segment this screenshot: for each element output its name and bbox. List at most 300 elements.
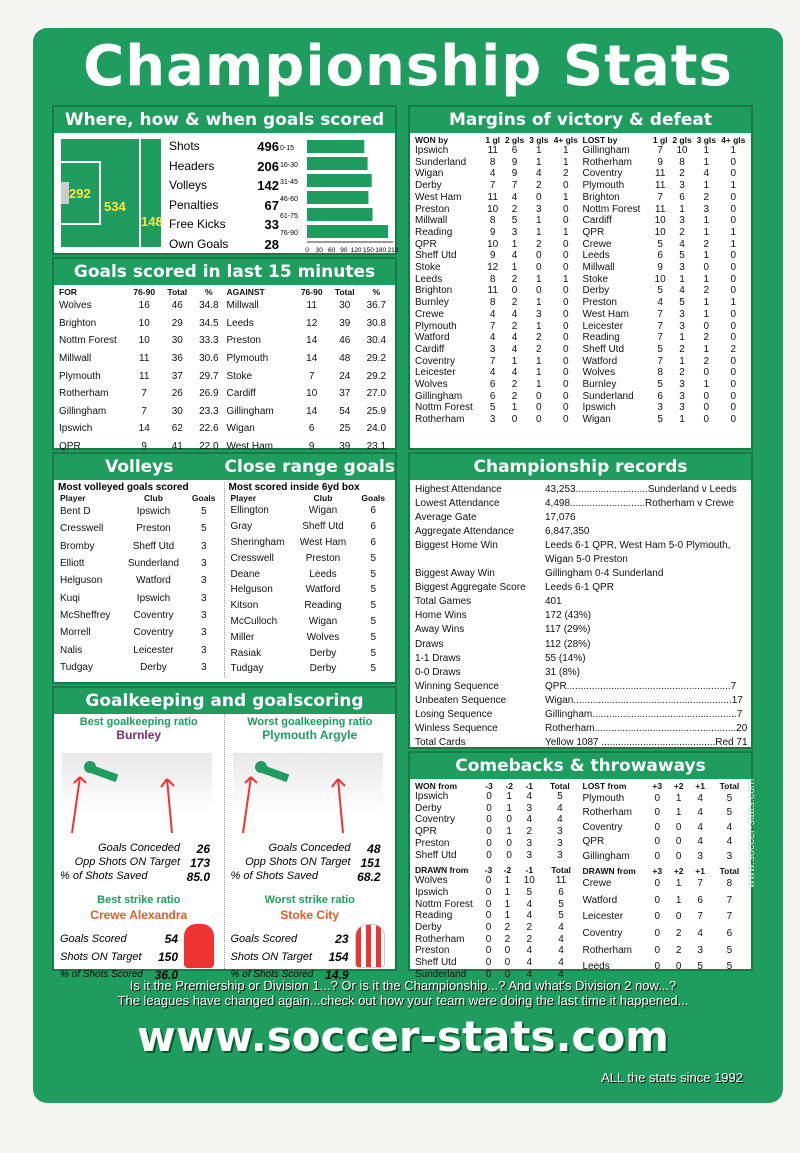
table-cell: 2 — [675, 928, 682, 940]
table-cell: 0 — [485, 910, 492, 922]
table-row — [581, 402, 749, 414]
table-cell: Derby — [309, 647, 337, 659]
table-row — [413, 803, 581, 815]
table-cell: 0 — [485, 945, 492, 957]
table-cell: 34.5 — [199, 317, 219, 329]
column-header: +3 — [652, 781, 663, 791]
table-cell: 0 — [562, 250, 569, 262]
table-cell: 1 — [511, 355, 518, 367]
table-cell: Derby — [415, 802, 442, 814]
table-cell: 1 — [504, 886, 511, 898]
column-header: Total — [167, 287, 188, 297]
table-cell: Coventry — [415, 814, 456, 826]
table-cell: QPR — [415, 826, 437, 838]
table-cell: 9 — [511, 156, 518, 168]
table-cell: 0 — [536, 402, 542, 414]
table-cell: 0 — [562, 180, 569, 192]
table-cell: Leeds — [309, 568, 337, 580]
record-label: Highest Attendance — [415, 483, 502, 495]
table-cell: 6 — [370, 521, 376, 533]
table-cell: 30 — [171, 335, 183, 347]
records-header: Championship records — [410, 454, 751, 480]
table-row — [57, 385, 225, 403]
table-cell: 1 — [679, 355, 685, 367]
table-cell: Wolves — [415, 379, 448, 391]
table-cell: 11 — [487, 145, 498, 156]
table-cell: 2 — [536, 332, 542, 344]
table-row — [581, 791, 749, 806]
table-cell: 4 — [511, 343, 518, 355]
goal-type-row — [169, 157, 279, 177]
record-value: Rotherham...................................................20 — [545, 723, 748, 735]
table-cell: 4 — [526, 957, 533, 969]
table-cell: 0 — [730, 390, 737, 402]
table-cell: 6 — [308, 423, 315, 435]
time-bar — [307, 208, 373, 221]
table-row — [581, 262, 749, 274]
table-cell: Cresswell — [60, 523, 104, 535]
table-row — [229, 503, 392, 519]
table-cell: 7 — [489, 355, 496, 367]
table-cell: 1 — [703, 226, 710, 238]
table-header-row — [581, 781, 749, 791]
table-cell: 0 — [506, 837, 512, 849]
axis-tick-label: 150 — [362, 247, 374, 254]
worst-strike-pct: 14.9 — [325, 968, 349, 982]
record-row — [413, 567, 751, 581]
table-cell: 4 — [697, 792, 703, 804]
record-row — [413, 665, 751, 679]
record-value: Yellow 1087 .........................................Red 71 — [545, 737, 748, 749]
table-cell: 5 — [679, 297, 685, 309]
best-gk-conceded-label: Goals Conceded — [98, 842, 180, 854]
table-cell: 7 — [308, 370, 315, 382]
table-row — [413, 391, 581, 403]
table-cell: 3 — [557, 849, 563, 861]
table-cell: 4 — [511, 191, 518, 203]
table-cell: Stoke — [415, 262, 441, 274]
table-cell: Wigan — [582, 414, 611, 426]
table-cell: 48 — [339, 353, 351, 365]
record-label: Home Wins — [415, 610, 467, 622]
table-row — [581, 239, 749, 251]
table-row — [413, 414, 581, 426]
table-cell: 0 — [654, 792, 660, 804]
table-cell: 4 — [511, 332, 518, 344]
table-row — [413, 887, 581, 899]
table-cell: 0 — [654, 836, 660, 848]
table-row — [57, 332, 225, 350]
table-cell: 37 — [339, 388, 351, 400]
axis-tick-label: 180 — [375, 247, 387, 254]
table-row — [413, 168, 581, 180]
table-cell: Leicester — [582, 911, 624, 923]
column-header: 3 gls — [696, 135, 717, 145]
record-value: 112 (28%) — [545, 638, 591, 650]
table-cell: 2 — [679, 226, 685, 238]
record-label: Biggest Aggregate Score — [415, 582, 526, 594]
table-cell: Brighton — [415, 285, 453, 297]
table-cell: 0 — [654, 850, 660, 862]
worst-strike-pct-label: % of Shots Scored — [230, 969, 314, 980]
table-cell: QPR — [582, 226, 605, 238]
table-cell: Helguson — [60, 575, 103, 587]
table-cell: Nottm Forest — [415, 402, 473, 414]
table-row — [229, 535, 392, 551]
table-cell: 30 — [339, 300, 351, 312]
table-cell: Coventry — [582, 928, 623, 940]
table-cell: 0 — [703, 414, 710, 426]
table-cell: Ipswich — [136, 592, 171, 604]
table-cell: 2 — [526, 933, 533, 945]
goal-type-value: 33 — [264, 217, 279, 232]
table-cell: 4 — [489, 168, 496, 180]
column-header: DRAWN from — [415, 865, 469, 876]
table-cell: 4 — [489, 367, 496, 379]
axis-tick-label: 120 — [350, 247, 362, 254]
table-cell: 9 — [489, 250, 496, 262]
table-cell: Stoke — [582, 273, 609, 285]
table-cell: 3 — [536, 308, 542, 320]
table-cell: West Ham — [415, 191, 462, 203]
table-cell: Derby — [415, 180, 442, 192]
table-cell: 4 — [526, 968, 533, 980]
table-cell: 39 — [339, 441, 351, 453]
best-gk-saved: 85.0 — [186, 870, 210, 884]
table-cell: 8 — [489, 297, 496, 309]
comeback-won-table — [413, 781, 581, 861]
table-cell: 1 — [506, 791, 512, 802]
goal-type-label: Shots — [169, 139, 200, 153]
table-cell: 5 — [657, 343, 663, 355]
record-value: 31 (8%) — [545, 666, 581, 678]
table-cell: Ipswich — [582, 402, 616, 414]
table-cell: 0 — [562, 367, 569, 379]
goal-type-row — [169, 137, 279, 157]
worst-gk-conceded-label: Goals Conceded — [268, 842, 351, 854]
table-cell: 5 — [557, 791, 563, 802]
table-cell: Leicester — [133, 644, 174, 656]
table-row — [581, 958, 749, 975]
table-cell: 0 — [486, 826, 492, 838]
margins-header: Margins of victory & defeat — [410, 107, 751, 133]
table-row — [58, 607, 221, 624]
table-cell: Leeds — [582, 250, 610, 262]
table-cell: 2 — [703, 191, 710, 203]
table-row — [413, 875, 581, 887]
table-cell: 0 — [562, 390, 569, 402]
table-cell: 4 — [558, 933, 564, 945]
table-row — [225, 350, 393, 368]
table-cell: 3 — [679, 379, 685, 391]
table-row — [413, 321, 581, 333]
time-bar — [307, 174, 372, 187]
table-cell: Wigan — [415, 168, 444, 180]
table-cell: 3 — [697, 944, 703, 956]
table-cell: 4 — [526, 910, 533, 922]
table-cell: 0 — [511, 285, 518, 297]
table-row — [229, 629, 392, 645]
table-cell: 5 — [370, 552, 376, 564]
table-cell: Tudgay — [230, 663, 264, 675]
table-row — [229, 519, 392, 535]
table-cell: West Ham — [226, 441, 273, 453]
table-cell: 0 — [485, 922, 492, 934]
table-row — [581, 250, 749, 262]
table-cell: 9 — [489, 226, 496, 238]
table-cell: 1 — [675, 792, 682, 804]
records-table — [413, 482, 751, 750]
table-cell: Watford — [582, 894, 618, 906]
table-cell: Nottm Forest — [415, 898, 473, 910]
table-row — [581, 204, 749, 216]
table-row — [57, 350, 225, 368]
table-cell: 0 — [504, 945, 511, 957]
table-cell: 1 — [675, 878, 682, 890]
column-header: Player — [60, 493, 86, 503]
table-cell: Preston — [136, 523, 171, 535]
table-cell: 6 — [370, 505, 376, 517]
table-cell: 6 — [697, 894, 703, 906]
table-cell: 1 — [679, 332, 685, 344]
table-row — [229, 598, 392, 614]
worst-strike-on: 154 — [328, 950, 349, 964]
table-row — [58, 503, 221, 520]
comeback-drawn-table — [413, 865, 581, 980]
table-cell: Ipswich — [415, 145, 449, 156]
table-cell: 5 — [489, 402, 496, 414]
table-cell: 54 — [339, 405, 351, 417]
table-cell: 0 — [562, 238, 569, 250]
table-row — [413, 910, 581, 922]
table-cell: 4 — [526, 945, 533, 957]
table-cell: 0 — [562, 332, 569, 344]
table-cell: 1 — [536, 297, 542, 309]
table-row — [229, 550, 392, 566]
table-cell: West Ham — [582, 308, 629, 320]
table-row — [581, 332, 749, 344]
worst-gk-conceded: 48 — [367, 842, 381, 856]
table-cell: 0 — [703, 367, 710, 379]
table-cell: 6 — [370, 536, 376, 548]
column-header: +1 — [695, 865, 705, 876]
record-row — [413, 595, 751, 609]
table-cell: 8 — [726, 878, 733, 890]
table-cell: Watford — [136, 575, 171, 587]
table-cell: Sheff Utd — [582, 343, 625, 355]
table-cell: 62 — [171, 423, 183, 435]
table-cell: 1 — [703, 343, 710, 355]
table-cell: Leeds — [226, 317, 254, 329]
table-cell: Cardiff — [226, 388, 256, 400]
record-value: 17,076 — [545, 511, 576, 523]
record-row — [413, 623, 751, 637]
table-cell: 0 — [730, 285, 737, 297]
table-cell: Rotherham — [415, 414, 465, 426]
column-header: WON by — [415, 135, 449, 145]
axis-tick-label: 60 — [327, 247, 336, 254]
table-cell: 4 — [679, 285, 685, 297]
time-bar — [307, 225, 388, 238]
table-cell: Gillingham — [59, 405, 107, 417]
table-cell: 0 — [486, 814, 492, 826]
record-value: 6,847,350 — [545, 525, 590, 537]
table-cell: 4 — [536, 168, 542, 180]
table-row — [58, 641, 221, 658]
table-cell: 2 — [504, 933, 511, 945]
table-cell: 0 — [703, 402, 710, 414]
footer-url[interactable]: www.soccer-stats.com — [137, 1012, 669, 1061]
table-cell: 16 — [138, 300, 150, 312]
table-cell: 6 — [657, 250, 663, 262]
table-cell: 4 — [489, 332, 496, 344]
best-strike-title: Best strike ratio — [97, 894, 181, 906]
table-cell: 11 — [306, 300, 317, 312]
table-cell: 0 — [675, 911, 682, 923]
time-bar — [307, 140, 364, 153]
table-cell: 3 — [657, 402, 663, 414]
table-cell: 1 — [536, 226, 542, 238]
table-cell: 0 — [486, 802, 492, 814]
table-cell: Wolves — [582, 367, 616, 379]
table-row — [581, 321, 749, 333]
table-cell: 3 — [200, 644, 207, 656]
table-cell: Derby — [582, 285, 610, 297]
table-cell: 3 — [679, 215, 685, 227]
table-cell: 22.6 — [199, 423, 219, 435]
table-cell: 0 — [730, 308, 737, 320]
table-row — [413, 332, 581, 344]
worst-gk-saved-label: % of Shots Saved — [230, 870, 318, 882]
table-cell: 0 — [654, 944, 660, 956]
table-cell: 5 — [370, 647, 376, 659]
table-cell: 14 — [306, 335, 318, 347]
table-cell: 0 — [504, 968, 511, 980]
worst-strike-scored: 23 — [335, 932, 349, 946]
table-cell: 4 — [489, 308, 496, 320]
table-cell: 4 — [526, 791, 533, 802]
table-cell: 5 — [370, 600, 376, 612]
column-header: Total — [551, 865, 571, 876]
record-row — [413, 693, 751, 707]
table-cell: Morrell — [60, 627, 91, 639]
table-cell: 4 — [526, 814, 533, 826]
table-cell: 30 — [171, 405, 183, 417]
record-value: Wigan 5-0 Preston — [545, 554, 628, 566]
time-label: 0-15 — [280, 145, 295, 152]
table-header-row — [58, 493, 221, 503]
table-cell: 7 — [726, 894, 733, 906]
table-cell: 9 — [308, 441, 315, 453]
table-cell: Nalis — [60, 644, 83, 656]
table-cell: 1 — [536, 320, 542, 332]
table-row — [58, 538, 221, 555]
table-row — [229, 661, 392, 677]
table-cell: 3 — [679, 262, 685, 274]
best-strike-pct: 36.0 — [154, 968, 178, 982]
table-cell: Kitson — [230, 600, 259, 612]
table-row — [413, 180, 581, 192]
table-cell: 7 — [141, 388, 147, 400]
table-cell: Burnley — [415, 297, 449, 309]
table-header-row — [413, 865, 581, 875]
table-cell: 2 — [511, 203, 518, 215]
table-cell: Plymouth — [226, 353, 269, 365]
goal-times-chart — [279, 136, 397, 254]
table-cell: Watford — [305, 584, 341, 596]
table-row — [413, 367, 581, 379]
table-cell: 2 — [511, 320, 518, 332]
record-label: Winning Sequence — [415, 680, 499, 692]
table-cell: Derby — [309, 663, 337, 675]
record-label: Away Wins — [415, 624, 465, 636]
record-row — [413, 496, 751, 510]
table-cell: 1 — [511, 262, 518, 274]
record-value: Leeds 6-1 QPR — [545, 582, 614, 594]
table-cell: 2 — [526, 922, 533, 934]
table-cell: 2 — [536, 343, 542, 355]
last15-for-table — [57, 287, 225, 455]
table-row — [413, 814, 581, 826]
table-cell: Millwall — [415, 215, 448, 227]
table-row — [57, 315, 225, 333]
table-cell: 24 — [339, 370, 351, 382]
record-row — [413, 510, 751, 524]
table-cell: 1 — [703, 308, 710, 320]
record-label: Total Games — [415, 596, 472, 608]
table-cell: Brighton — [59, 317, 97, 329]
table-cell: 7 — [657, 145, 663, 156]
table-cell: 0 — [485, 886, 492, 898]
table-cell: Cardiff — [582, 215, 612, 227]
table-row — [413, 215, 581, 227]
table-cell: 29.2 — [366, 370, 387, 382]
goal-type-row — [169, 196, 279, 216]
column-header: +1 — [695, 781, 705, 791]
table-row — [225, 420, 393, 438]
table-cell: 0 — [675, 836, 682, 848]
column-header: 4+ gls — [721, 135, 746, 145]
table-cell: Rotherham — [415, 933, 465, 945]
table-cell: 12 — [306, 317, 318, 329]
gk-best-column — [54, 714, 225, 982]
table-cell: Leicester — [582, 320, 624, 332]
best-gk-conceded: 26 — [196, 842, 210, 856]
record-row — [413, 552, 751, 566]
table-cell: 1 — [703, 250, 710, 262]
record-label: Aggregate Attendance — [415, 525, 514, 537]
table-cell: 0 — [562, 285, 569, 297]
record-value: QPR...........................................................7 — [545, 680, 737, 692]
table-cell: Gray — [230, 521, 253, 533]
table-cell: 12 — [487, 262, 499, 274]
table-cell: 1 — [504, 910, 511, 922]
table-cell: Sheff Utd — [415, 849, 457, 861]
table-cell: 0 — [654, 894, 660, 906]
record-label: Biggest Home Win — [415, 539, 498, 551]
shot-arrows-icon — [62, 753, 212, 843]
table-cell: 0 — [485, 875, 492, 887]
table-cell: 4 — [679, 238, 685, 250]
table-cell: 46 — [339, 335, 351, 347]
table-cell: Sunderland — [415, 968, 467, 980]
table-cell: 0 — [730, 332, 737, 344]
record-row — [413, 482, 751, 496]
volleys-table — [58, 493, 221, 676]
column-header: 4+ gls — [553, 135, 578, 145]
table-cell: 9 — [657, 262, 663, 274]
table-cell: 7 — [489, 320, 496, 332]
